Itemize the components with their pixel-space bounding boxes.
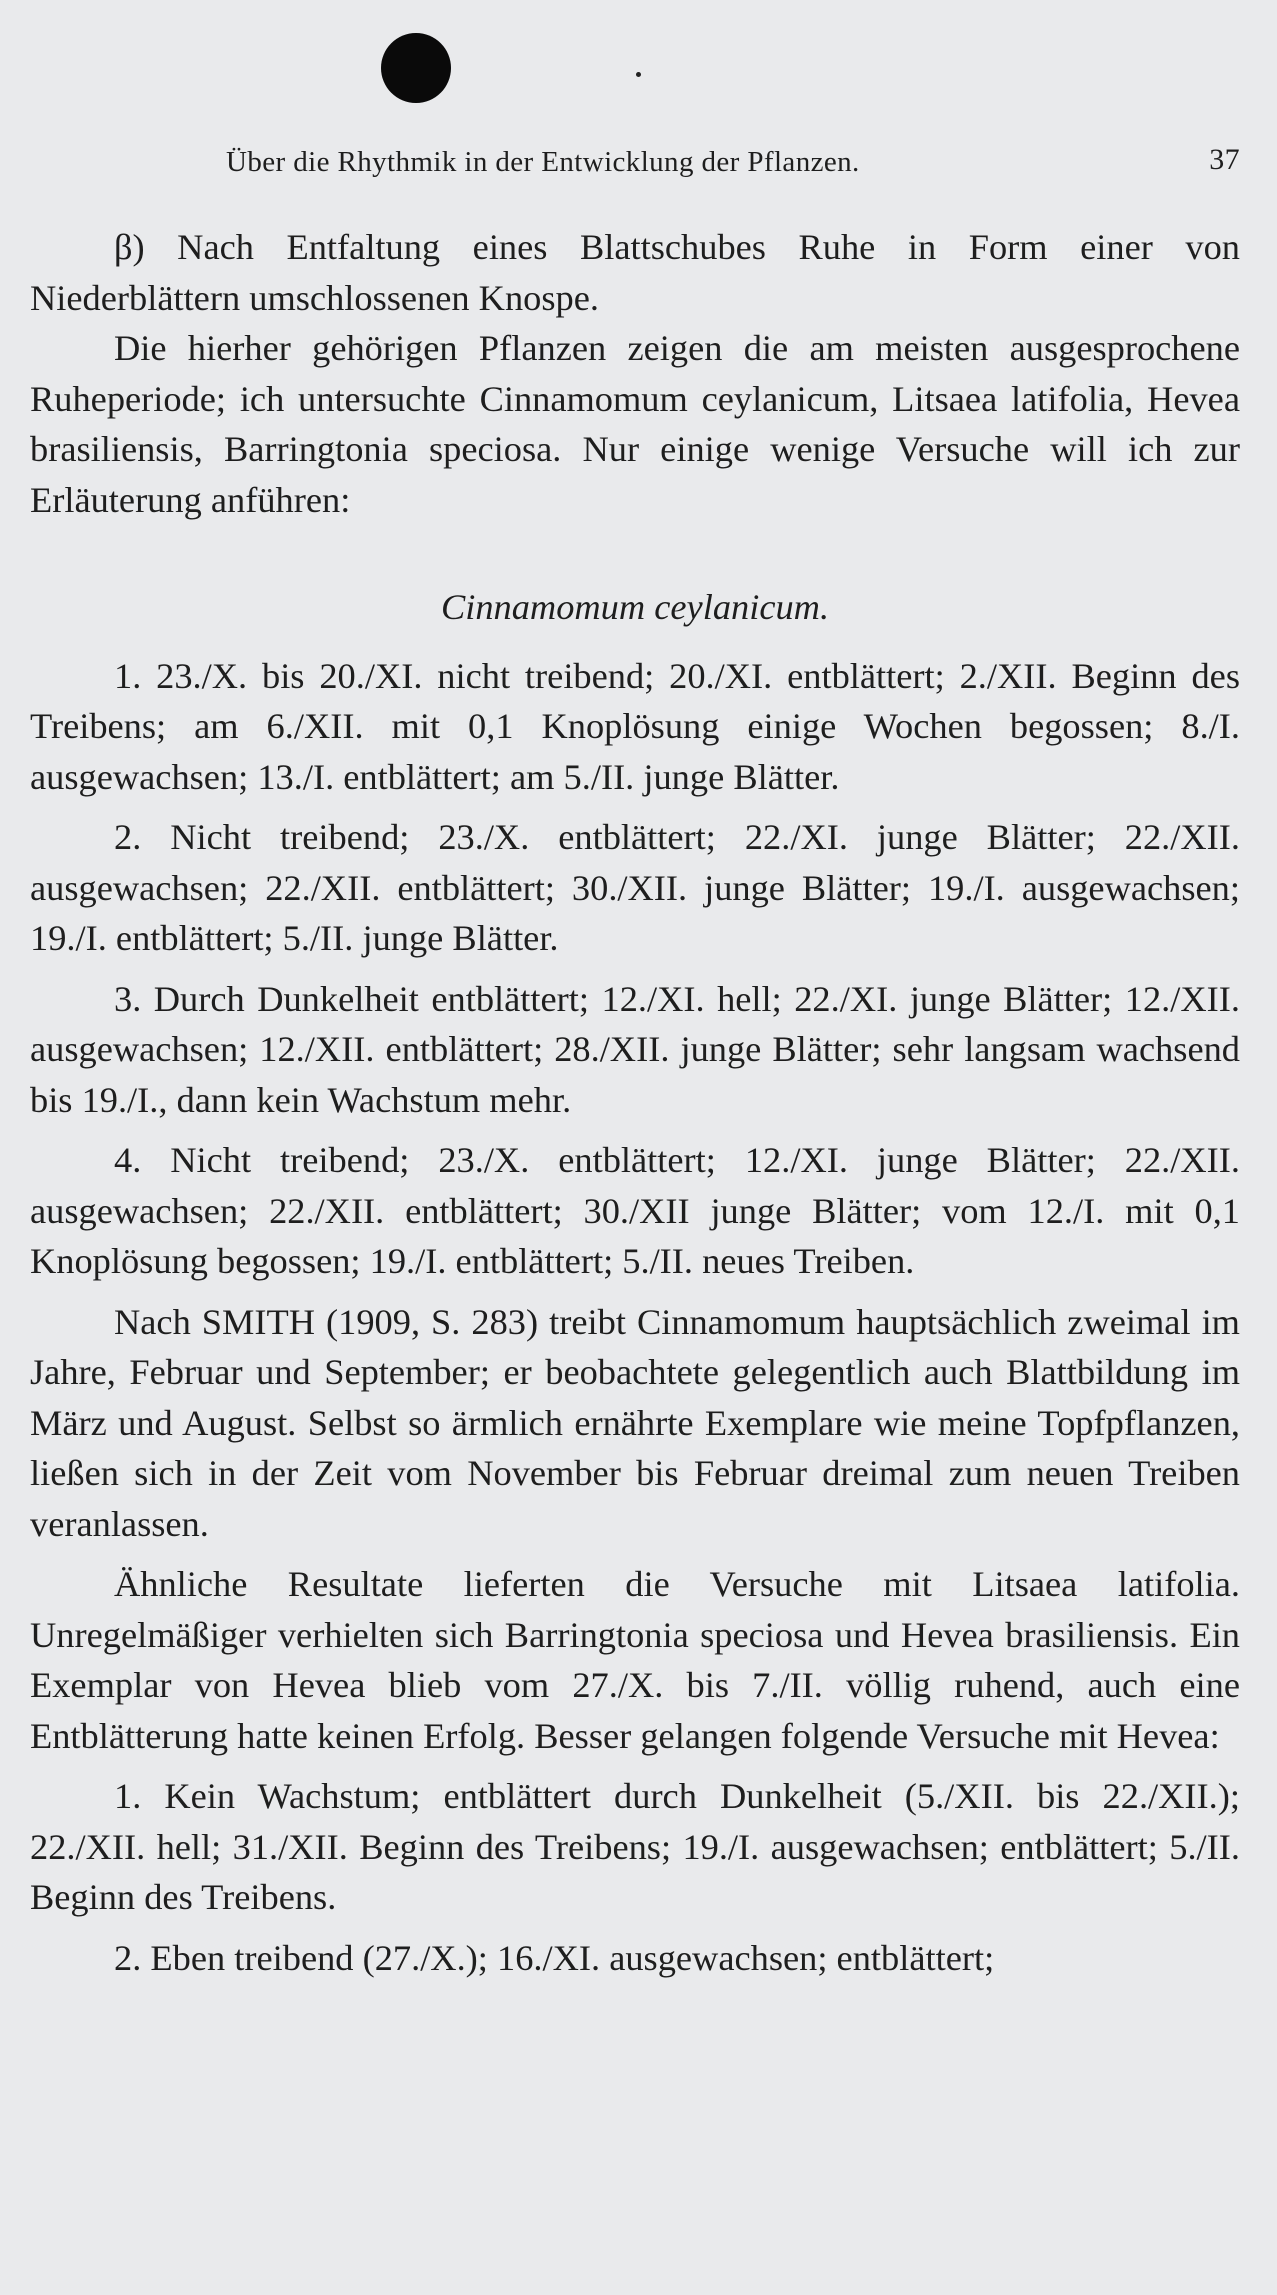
experiment-item: 1. 23./X. bis 20./XI. nicht treibend; 20./XI. entblättert; 2./XII. Beginn des Treibens; am 6./XII. mit 0,1 Knoplösung einige Wochen begossen; 8./I. ausgewachsen; 13./I. entblättert; am 5./II. junge Blätter. [30,655,1240,797]
paragraph-smith: Nach SMITH (1909, S. 283) treibt Cinnamomum hauptsächlich zweimal im Jahre, Februar und September; er beobachtete gelegentlich auch Blattbildung im März und August. Selbst so ärmlich ernährte Exemplare wie meine Topfpflanzen, ließen sich in der Zeit vom November bis Februar dreimal zum neuen Treiben veranlassen. [30,1301,1240,1544]
experiment-item: 4. Nicht treibend; 23./X. entblättert; 12./XI. junge Blätter; 22./XII. ausgewachsen; 22./XII. entblättert; 30./XII junge Blätter; vom 12./I. mit 0,1 Knoplösung begossen; 19./I. entblättert; 5./II. neues Treiben. [30,1140,1240,1281]
paragraph-plants: Die hierher gehörigen Pflanzen zeigen die am meisten ausgesprochene Ruheperiode; ich untersuchte Cinnamomum ceylanicum, Litsaea latifolia, Hevea brasiliensis, Barringtonia speciosa. Nur einige wenige Versuche will ich zur Erläuterung anführen: [30,328,1240,520]
punch-hole-mark [381,33,451,103]
experiment-item: 1. Kein Wachstum; entblättert durch Dunkelheit (5./XII. bis 22./XII.); 22./XII. hell; 31./XII. Beginn des Treibens; 19./I. ausgewachsen; entblättert; 5./II. Beginn des Treibens. [30,1776,1240,1917]
running-header [226,143,1246,179]
experiment-item: 2. Nicht treibend; 23./X. entblättert; 22./XI. junge Blätter; 22./XII. ausgewachsen; 22./XII. entblättert; 30./XII. junge Blätter; 19./I. ausgewachsen; 19./I. entblättert; 5./II. junge Blätter. [30,817,1240,958]
running-title: Über die Rhythmik in der Entwicklung der Pflanzen. [226,146,860,178]
section-subheading: Cinnamomum ceylanicum. [440,587,830,627]
experiment-item: 2. Eben treibend (27./X.); 16./XI. ausgewachsen; entblättert; [114,1937,995,1978]
paragraph-beta: β) Nach Entfaltung eines Blattschubes Ruhe in Form einer von Niederblättern umschlossenen Knospe. [30,227,1240,318]
page-number: 37 [1209,143,1240,176]
page-body [30,222,1240,1983]
paragraph-similar-results: Ähnliche Resultate lieferten die Versuche mit Litsaea latifolia. Unregelmäßiger verhielten sich Barringtonia speciosa und Hevea brasiliensis. Ein Exemplar von Hevea blieb vom 27./X. bis 7./II. völlig ruhend, auch eine Entblätterung hatte keinen Erfolg. Besser gelangen folgende Versuche mit Hevea: [30,1564,1240,1756]
ink-speck [636,72,641,77]
experiment-item: 3. Durch Dunkelheit entblättert; 12./XI. hell; 22./XI. junge Blätter; 12./XII. ausgewachsen; 12./XII. entblättert; 28./XII. junge Blätter; sehr langsam wachsend bis 19./I., dann kein Wachstum mehr. [30,978,1240,1120]
